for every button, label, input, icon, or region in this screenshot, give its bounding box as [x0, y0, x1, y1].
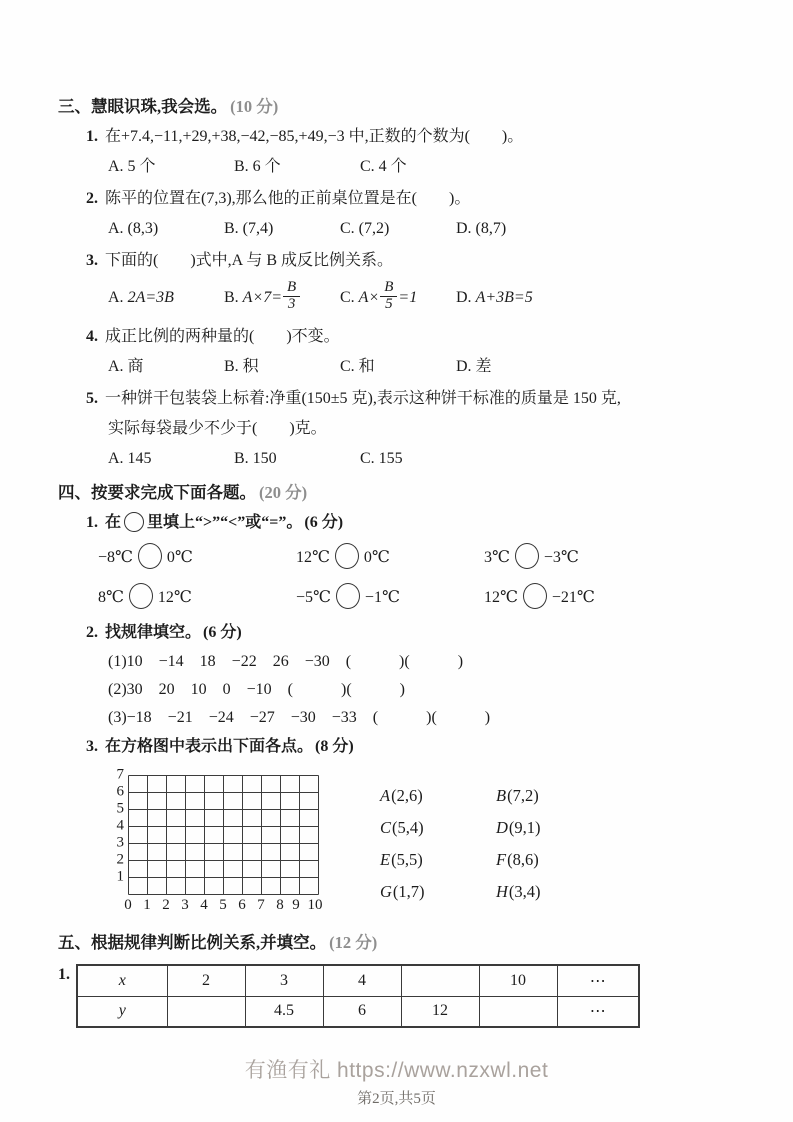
y-tick: 2 [116, 851, 124, 868]
comparison-row-1 [58, 538, 741, 578]
option-label: C. [340, 289, 355, 306]
section-4-title: 四、按要求完成下面各题。 [58, 483, 256, 502]
grid-point-label: B(7,2) [496, 786, 539, 805]
section-4-score: (20 分) [259, 483, 308, 502]
x-tick: 9 [292, 897, 300, 913]
grid-lines [128, 775, 319, 895]
row-header-y: y [77, 996, 167, 1027]
item-3-instruction: 3. 在方格图中表示出下面各点。 (8 分) [86, 738, 354, 755]
equation: A× $\frac{B}{5}$ =1 [358, 279, 418, 312]
cell: ⋯ [557, 996, 639, 1027]
page-number: 第2页,共5页 [357, 1091, 436, 1107]
question-1-options [58, 152, 741, 182]
answer-circle-icon [138, 543, 162, 569]
comparison: 12℃ 0℃ [296, 538, 484, 578]
cell: 10 [479, 965, 557, 996]
comparison: 3℃ −3℃ [484, 538, 579, 578]
equation: A×7= $\frac{B}{3}$ [243, 289, 302, 306]
section-3-score: (10 分) [230, 97, 279, 116]
question-5-continued: 实际每袋最少不少于( )克。 [108, 420, 327, 437]
question-2 [58, 184, 741, 214]
cell: ⋯ [557, 965, 639, 996]
x-tick: 4 [200, 897, 208, 913]
coordinate-grid-block [110, 766, 741, 922]
grid-point-label: G(1,7) [380, 882, 425, 901]
fraction: $\frac{B}{3}$ [283, 280, 300, 313]
blank-circle-icon [124, 512, 144, 532]
x-tick: 6 [238, 897, 246, 913]
table-row-y [77, 996, 639, 1027]
question-2-options [58, 214, 741, 244]
section-4-heading [58, 478, 741, 508]
item-number: 1. [86, 514, 98, 531]
item-number: 2. [86, 624, 98, 641]
option-b: B. 6 个 [234, 158, 281, 175]
item-2-instruction: 2. 找规律填空。 (6 分) [86, 624, 242, 641]
option-c: C. 4 个 [360, 158, 407, 175]
cell: 3 [245, 965, 323, 996]
question-text: 在+7.4,−11,+29,+38,−42,−85,+49,−3 中,正数的个数为( )。 [105, 128, 524, 145]
cell: 6 [323, 996, 401, 1027]
option-label: B. [224, 289, 239, 306]
item-1-score: (6 分) [304, 514, 344, 531]
question-number: 5. [86, 390, 98, 407]
section-3 [58, 92, 741, 474]
option-c: C. (7,2) [340, 220, 390, 237]
question-text: 陈平的位置在(7,3),那么他的正前桌位置是在( )。 [105, 190, 471, 207]
question-3-options [58, 276, 741, 320]
section-3-heading [58, 92, 741, 122]
option-c [340, 276, 452, 320]
x-tick: 10 [307, 897, 323, 913]
option-label: A. [108, 289, 124, 306]
option-d: D. 差 [456, 358, 492, 375]
equation: A+3B=5 [475, 289, 533, 306]
cell: 2 [167, 965, 245, 996]
cell: 4.5 [245, 996, 323, 1027]
x-tick: 1 [143, 897, 151, 913]
row-header-x: x [77, 965, 167, 996]
cell [479, 996, 557, 1027]
option-b [224, 276, 336, 320]
option-d [456, 276, 568, 320]
table-row-x [77, 965, 639, 996]
option-d: D. (8,7) [456, 220, 507, 237]
option-c: C. 和 [340, 358, 375, 375]
item-2-score: (6 分) [203, 624, 242, 641]
option-c: C. 155 [360, 450, 403, 467]
item-number: 3. [86, 738, 98, 755]
fraction: $\frac{B}{5}$ [380, 280, 397, 313]
y-tick: 4 [116, 817, 124, 834]
y-tick: 6 [116, 783, 124, 800]
item-1-instruction: 1. 在 里填上“>”“<”或“=”。 (6 分) [86, 514, 344, 531]
option-a: A. 5 个 [108, 158, 156, 175]
option-a: A. 145 [108, 450, 152, 467]
grid-point-label: H(3,4) [496, 882, 541, 901]
option-label: D. [456, 289, 472, 306]
comparison: −5℃ −1℃ [296, 578, 484, 618]
section-5-heading [58, 928, 741, 958]
section-5-score: (12 分) [329, 933, 378, 952]
cell [167, 996, 245, 1027]
number-sequence-1: (1)10 −14 18 −22 26 −30 ( )( ) [108, 653, 464, 670]
comparison-row-2 [58, 578, 741, 618]
answer-circle-icon [335, 543, 359, 569]
option-a: A. 商 [108, 358, 144, 375]
answer-circle-icon [129, 583, 153, 609]
point-list [380, 772, 608, 922]
cell [401, 965, 479, 996]
item-number: 1. [58, 966, 70, 983]
x-tick: 8 [276, 897, 284, 913]
page-footer [0, 1054, 793, 1108]
option-b: B. (7,4) [224, 220, 274, 237]
question-text: 下面的( )式中,A 与 B 成反比例关系。 [105, 252, 394, 269]
section-5 [58, 928, 741, 1028]
y-tick: 3 [116, 834, 124, 851]
section-3-title: 三、慧眼识珠,我会选。 [58, 97, 228, 116]
cell: 12 [401, 996, 479, 1027]
number-sequence-3: (3)−18 −21 −24 −27 −30 −33 ( )( ) [108, 709, 491, 726]
cell: 4 [323, 965, 401, 996]
coordinate-grid [110, 766, 342, 922]
option-b: B. 150 [234, 450, 277, 467]
section-5-title: 五、根据规律判断比例关系,并填空。 [58, 933, 327, 952]
question-number: 3. [86, 252, 98, 269]
question-number: 2. [86, 190, 98, 207]
question-number: 4. [86, 328, 98, 345]
option-a: A. (8,3) [108, 220, 159, 237]
comparison: −8℃ 0℃ [98, 538, 296, 578]
question-5-options [58, 444, 741, 474]
number-sequence-2: (2)30 20 10 0 −10 ( )( ) [108, 681, 405, 698]
proportion-table [76, 964, 640, 1028]
proportion-table-block [58, 962, 741, 1028]
answer-circle-icon [515, 543, 539, 569]
answer-circle-icon [523, 583, 547, 609]
grid-point-label: A(2,6) [380, 786, 423, 805]
grid-point-label: C(5,4) [380, 818, 424, 837]
grid-point-label: D(9,1) [496, 818, 541, 837]
option-a [108, 276, 220, 320]
equation: 2A=3B [127, 289, 174, 306]
question-4-options [58, 352, 741, 382]
x-tick: 2 [162, 897, 170, 913]
x-tick: 0 [124, 897, 132, 913]
question-4 [58, 322, 741, 352]
question-text: 一种饼干包装袋上标着:净重(150±5 克),表示这种饼干标准的质量是 150 克, [105, 390, 621, 407]
question-1 [58, 122, 741, 152]
grid-point-label: E(5,5) [380, 850, 423, 869]
question-text: 成正比例的两种量的( )不变。 [105, 328, 340, 345]
x-tick: 3 [181, 897, 189, 913]
comparison: 8℃ 12℃ [98, 578, 296, 618]
y-tick: 5 [116, 800, 124, 817]
x-tick: 7 [257, 897, 265, 913]
section-4 [58, 478, 741, 922]
comparison: 12℃ −21℃ [484, 578, 595, 618]
question-number: 1. [86, 128, 98, 145]
option-b: B. 积 [224, 358, 259, 375]
question-3 [58, 246, 741, 276]
watermark-text: 有渔有礼 https://www.nzxwl.net [244, 1059, 549, 1082]
y-tick: 1 [116, 868, 124, 885]
x-tick: 5 [219, 897, 227, 913]
answer-circle-icon [336, 583, 360, 609]
item-3-score: (8 分) [315, 738, 354, 755]
grid-point-label: F(8,6) [496, 850, 539, 869]
question-5 [58, 384, 741, 414]
y-tick: 7 [116, 766, 124, 783]
